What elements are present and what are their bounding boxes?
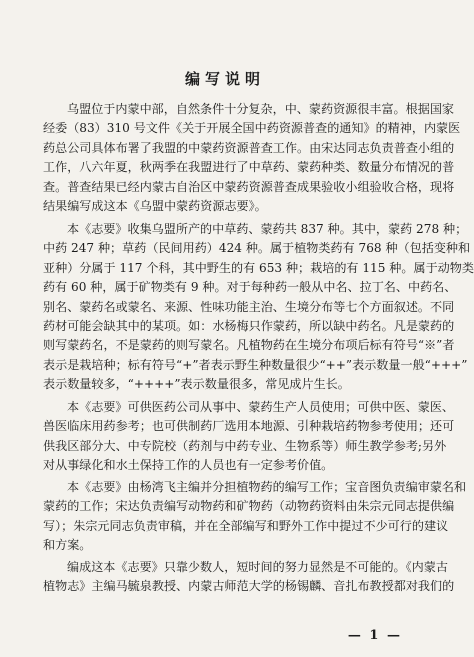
text-line: 药总公司具体布署了我盟的中蒙药资源普查工作。由宋达同志负责普查小组的: [43, 140, 455, 155]
text-line: 写）；朱宗元同志负责审稿，并在全部编写和野外工作中提过不少可行的建议: [43, 518, 449, 533]
text-line: 表示数量较多，“++++”表示数量很多，常见成片生长。: [43, 377, 350, 392]
text-line: 本《志要》由杨湾飞主编并分担植物药的编写工作；宝音图负责编审蒙名和: [67, 480, 467, 494]
paragraph-5: [43, 558, 455, 597]
text-line: 查。普查结果已经内蒙古自治区中蒙药资源普查成果验收小组验收合格，现将: [43, 179, 455, 194]
text-line: 亚种）分属于 117 个科，其中野生的有 653 种；栽培的有 115 种。属于动物类: [43, 260, 474, 275]
text-line: 则写蒙药名，不是蒙药的则写蒙名。凡植物药在生境分布项后标有符号“※”者: [43, 338, 455, 353]
text-line: 药材可能会缺其中的某项。如：水杨梅只作蒙药，所以缺中药名。凡是蒙药的: [43, 318, 455, 333]
page-title: 编写说明: [184, 70, 265, 88]
text-line: 植物志》主编马毓泉教授、内蒙古师范大学的杨锡麟、音扎布教授都对我们的: [43, 579, 455, 594]
page-number: — 1 —: [347, 628, 402, 643]
text-line: 蒙药的工作；宋达负责编写动物药和矿物药（动物药资料由朱宗元同志提供编: [43, 499, 455, 514]
text-line: 兽医临床用药参考；也可供制药厂选用本地源、引种栽培药物参考使用；还可: [43, 419, 455, 434]
text-line: 对从事绿化和水土保持工作的人员也有一定参考价值。: [43, 458, 334, 473]
text-line: 乌盟位于内蒙中部，自然条件十分复杂，中、蒙药资源很丰富。根据国家: [67, 102, 455, 116]
paragraph-2: [43, 220, 474, 395]
paragraph-4: [43, 478, 467, 556]
text-line: 和方案。: [43, 538, 92, 553]
paragraph-3: [43, 398, 455, 476]
text-line: 别名、蒙药名或蒙名、来源、性味功能主治、生境分布等七个方面叙述。不同: [43, 299, 455, 314]
text-line: 中药 247 种；草药（民间用药）424 种。属于植物类药有 768 种（包括变种和: [43, 241, 471, 256]
text-line: 编成这本《志要》只靠少数人，短时间的努力显然是不可能的。《内蒙古: [67, 560, 448, 574]
text-line: 供我区部分大、中专院校（药剂与中药专业、生物系等）师生教学参考;另外: [43, 438, 447, 453]
text-line: 本《志要》收集乌盟所产的中草药、蒙药共 837 种。其中，蒙药 278 种；: [67, 222, 468, 236]
text-line: 药有 60 种，属于矿物类有 9 种。对于每种药一般从中名、拉丁名、中药名、: [43, 280, 457, 295]
text-line: 表示是栽培种；标有符号“+”者表示野生种数量很少“++”表示数量一般“+++”: [43, 357, 468, 372]
text-line: 工作，八六年夏，秋两季在我盟进行了中草药、蒙药种类、数量分布情况的普: [43, 160, 455, 175]
text-line: 本《志要》可供医药公司从事中、蒙药生产人员使用；可供中医、蒙医、: [67, 400, 455, 414]
text-line: 经委（83）310 号文件《关于开展全国中药资源普查的通知》的精神，内蒙医: [43, 121, 461, 136]
text-line: 结果编写成这本《乌盟中蒙药资源志要》。: [43, 198, 267, 213]
paragraph-1: [43, 100, 461, 216]
